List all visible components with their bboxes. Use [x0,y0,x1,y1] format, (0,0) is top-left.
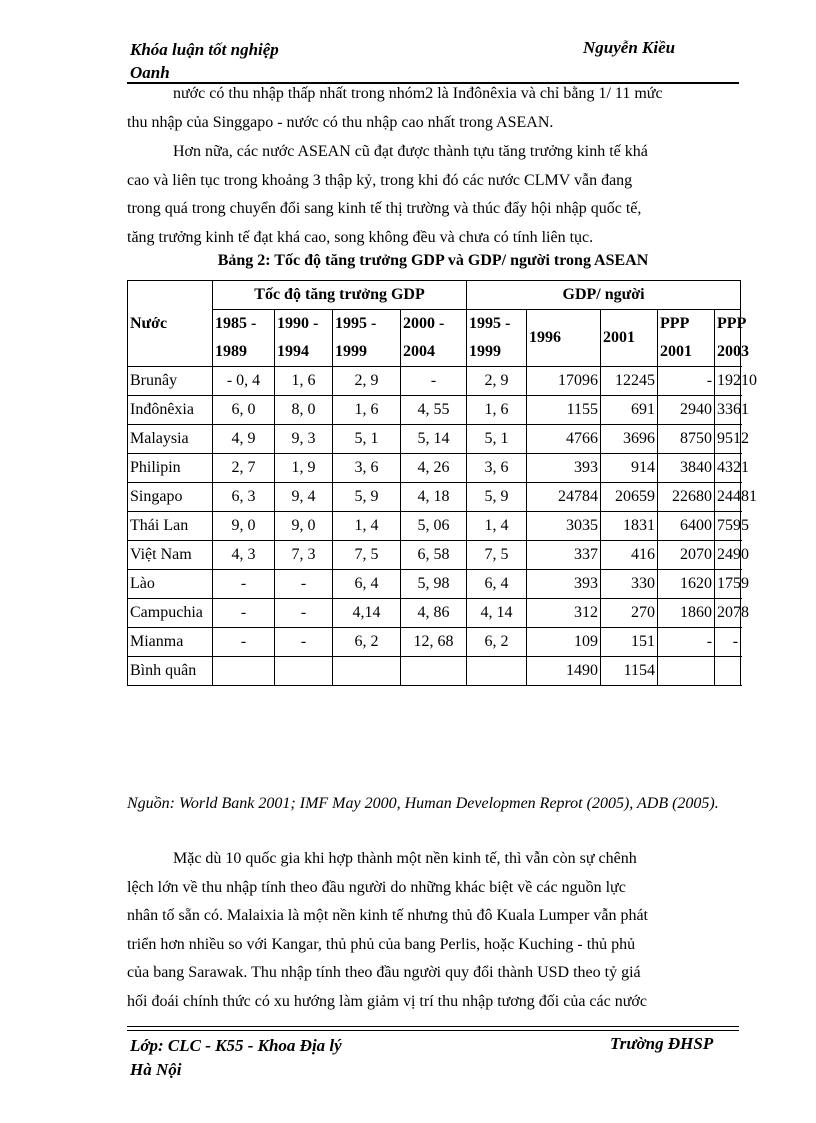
value-cell: - [658,628,715,657]
value-cell: 1, 6 [333,396,401,425]
value-cell [467,657,527,686]
footer-divider [127,1026,739,1027]
value-cell: 4,14 [333,599,401,628]
table-row [128,396,741,425]
paragraph-line: cao và liên tục trong khoảng 3 thập kỷ, trong khi đó các nước CLMV vẫn đang [127,171,633,189]
value-cell [275,657,333,686]
value-cell: 4766 [527,425,601,454]
table-row [128,541,741,570]
paragraph-1 [127,80,739,137]
value-cell: 1154 [601,657,658,686]
value-cell: 416 [601,541,658,570]
country-cell: Mianma [128,628,213,657]
value-cell: 330 [601,570,658,599]
value-cell: 6, 3 [213,483,275,512]
value-cell: 1, 9 [275,454,333,483]
value-cell: 1831 [601,512,658,541]
value-cell: 7, 5 [467,541,527,570]
paragraph-line: của bang Sarawak. Thu nhập tính theo đầu người quy đổi thành USD theo tỷ giá [127,964,641,981]
value-cell: 3696 [601,425,658,454]
country-cell: Campuchia [128,599,213,628]
footer-city: Hà Nội [130,1060,182,1079]
gdp-table [127,280,758,686]
value-cell: 1490 [527,657,601,686]
value-cell: 7595 [715,512,741,541]
value-cell: - [213,570,275,599]
subheader-cell: PPP 2001 [658,310,715,367]
country-cell: Việt Nam [128,541,213,570]
footer-school: Trường ĐHSP [610,1034,714,1053]
country-cell: Singapo [128,483,213,512]
value-cell: 17096 [527,367,601,396]
value-cell: 4, 18 [401,483,467,512]
subheader-cell: 2001 [601,310,658,367]
subheader-cell: 1990 - 1994 [275,310,333,367]
value-cell: 6, 4 [467,570,527,599]
table-row [128,425,741,454]
value-cell: 6, 4 [333,570,401,599]
value-cell: - [213,599,275,628]
country-cell: Malaysia [128,425,213,454]
table-row [128,570,741,599]
value-cell: 3, 6 [467,454,527,483]
paragraph-line: tăng trưởng kinh tế đạt khá cao, song không đều và chưa có tính liên tục. [127,228,594,246]
paragraph-line: thu nhập của Singgapo - nước có thu nhập cao nhất trong ASEAN. [127,113,554,131]
paragraph-line: hối đoái chính thức có xu hướng làm giảm vị trí thu nhập tương đối của các nước [127,992,647,1010]
value-cell: 9, 0 [275,512,333,541]
value-cell: 6, 2 [467,628,527,657]
value-cell: 12, 68 [401,628,467,657]
value-cell: 9, 3 [275,425,333,454]
table-row [128,367,741,396]
table-row [128,599,741,628]
value-cell: - [658,367,715,396]
value-cell: 109 [527,628,601,657]
value-cell: 24784 [527,483,601,512]
value-cell: 7, 5 [333,541,401,570]
value-cell: 3, 6 [333,454,401,483]
value-cell: - 0, 4 [213,367,275,396]
paragraph-line: nhân tố sẵn có. Malaixia là một nền kinh tế nhưng thủ đô Kuala Lumper vẫn phát [127,907,648,924]
value-cell: 5, 9 [467,483,527,512]
value-cell: 4, 9 [213,425,275,454]
country-cell: Inđônêxia [128,396,213,425]
footer-left [130,1034,342,1082]
value-cell: 4, 86 [401,599,467,628]
value-cell: 2940 [658,396,715,425]
paragraph-line: Mặc dù 10 quốc gia khi hợp thành một nền kinh tế, thì vẫn còn sự chênh [173,850,637,867]
value-cell: 7, 3 [275,541,333,570]
table-row [128,628,741,657]
header-author: Nguyễn Kiều [583,38,676,57]
value-cell: 5, 1 [333,425,401,454]
value-cell: 8750 [658,425,715,454]
value-cell: 691 [601,396,658,425]
value-cell: 6, 0 [213,396,275,425]
table-caption: Bảng 2: Tốc độ tăng trưởng GDP và GDP/ người trong ASEAN [217,252,649,269]
country-cell: Brunây [128,367,213,396]
paragraph-2 [127,138,739,252]
value-cell: 2490 [715,541,741,570]
table-header-row [128,281,741,310]
value-cell: 151 [601,628,658,657]
table-row [128,657,741,686]
value-cell: - [275,570,333,599]
table-row [128,483,741,512]
subheader-cell: 2000 - 2004 [401,310,467,367]
header-country: Nước [128,281,213,367]
country-cell: Lào [128,570,213,599]
subheader-cell: 1985 - 1989 [213,310,275,367]
subheader-cell: PPP 2003 [715,310,741,367]
value-cell: 6, 58 [401,541,467,570]
paragraph-line: Hơn nữa, các nước ASEAN cũ đạt được thành tựu tăng trưởng kinh tế khá [173,143,648,160]
value-cell: 270 [601,599,658,628]
value-cell: 1759 [715,570,741,599]
subheader-cell: 1996 [527,310,601,367]
value-cell [715,657,741,686]
table-row [128,512,741,541]
value-cell: - [213,628,275,657]
value-cell: 4321 [715,454,741,483]
value-cell: 1, 6 [275,367,333,396]
header-gdp-group: GDP/ người [467,281,741,310]
value-cell: 312 [527,599,601,628]
value-cell: 9, 0 [213,512,275,541]
value-cell: 5, 06 [401,512,467,541]
value-cell: 2, 7 [213,454,275,483]
value-cell: 914 [601,454,658,483]
value-cell: 8, 0 [275,396,333,425]
value-cell: - [275,628,333,657]
value-cell: 5, 9 [333,483,401,512]
table-source: Nguồn: World Bank 2001; IMF May 2000, Human Developmen Reprot (2005), ADB (2005). [127,795,719,812]
value-cell: 2078 [715,599,741,628]
value-cell [658,657,715,686]
value-cell: 1, 4 [467,512,527,541]
value-cell: 5, 98 [401,570,467,599]
country-cell: Thái Lan [128,512,213,541]
subheader-cell: 1995 - 1999 [467,310,527,367]
value-cell: 1620 [658,570,715,599]
value-cell: 1155 [527,396,601,425]
value-cell: 3361 [715,396,741,425]
value-cell: 4, 26 [401,454,467,483]
value-cell: 1, 4 [333,512,401,541]
value-cell: 20659 [601,483,658,512]
footer-class: Lớp: CLC - K55 - Khoa Địa lý [130,1036,342,1055]
value-cell: 2070 [658,541,715,570]
value-cell: 3035 [527,512,601,541]
value-cell [333,657,401,686]
paragraph-line: triển hơn nhiều so với Kangar, thủ phủ của bang Perlis, hoặc Kuching - thủ phủ [127,935,636,953]
value-cell [401,657,467,686]
value-cell: - [401,367,467,396]
value-cell: - [715,628,741,657]
value-cell: 3840 [658,454,715,483]
table-body [128,367,758,686]
value-cell: 6, 2 [333,628,401,657]
value-cell: 9, 4 [275,483,333,512]
header-left [130,38,279,84]
value-cell: 5, 14 [401,425,467,454]
paragraph-line: nước có thu nhập thấp nhất trong nhóm2 là Inđônêxia và chỉ bằng 1/ 11 mức [173,85,663,102]
value-cell: 5, 1 [467,425,527,454]
value-cell: 22680 [658,483,715,512]
value-cell: 19210 [715,367,741,396]
value-cell: 4, 3 [213,541,275,570]
subheader-cell: 1995 - 1999 [333,310,401,367]
value-cell: 12245 [601,367,658,396]
value-cell: 2, 9 [333,367,401,396]
value-cell: - [275,599,333,628]
header-growth-group: Tốc độ tăng trưởng GDP [213,281,467,310]
value-cell: 2, 9 [467,367,527,396]
value-cell: 4, 14 [467,599,527,628]
table-row [128,454,741,483]
value-cell: 6400 [658,512,715,541]
footer-divider-inner [127,1030,739,1031]
paragraph-3 [127,845,739,1016]
value-cell: 9512 [715,425,741,454]
value-cell [213,657,275,686]
table-subheader-row [128,310,741,367]
value-cell: 337 [527,541,601,570]
paragraph-line: trong quá trong chuyển đổi sang kinh tế thị trường và thúc đẩy hội nhập quốc tế, [127,200,642,217]
value-cell: 393 [527,570,601,599]
country-cell: Philipin [128,454,213,483]
header-title: Khóa luận tốt nghiệp [130,40,279,59]
value-cell: 24481 [715,483,741,512]
header-author-tail: Oanh [130,63,170,82]
value-cell: 4, 55 [401,396,467,425]
value-cell: 1, 6 [467,396,527,425]
country-cell: Bình quân [128,657,213,686]
value-cell: 1860 [658,599,715,628]
value-cell: 393 [527,454,601,483]
paragraph-line: lệch lớn về thu nhập tính theo đầu người do những khác biệt về các nguồn lực [127,878,626,896]
